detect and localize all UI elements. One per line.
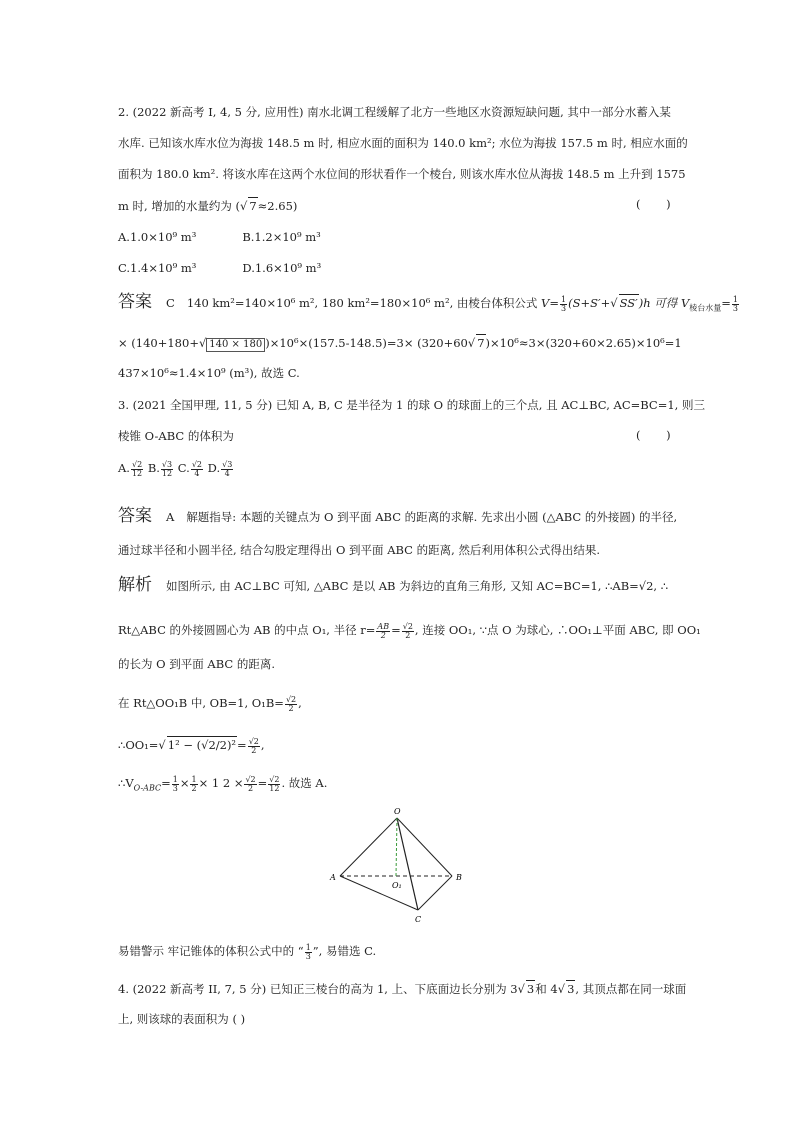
q2-option-d: D.1.6×10⁹ m³: [242, 261, 322, 275]
q3-answer-letter: A: [166, 510, 175, 524]
q3-analysis-line-6: [118, 775, 327, 793]
q2-answer-text-1: 140 km²=140×10⁶ m², 180 km²=180×10⁶ m², 由棱台体积公式: [186, 296, 538, 310]
q3-option-a-label: A.: [118, 461, 130, 475]
warning-line: [118, 943, 376, 961]
fraction-numerator: 1: [172, 774, 178, 784]
q3-analysis-fraction-oo1: [248, 738, 260, 755]
fraction-denominator: 2: [191, 783, 197, 793]
q3-analysis-sqrt-expr: 1² − (√2/2)²: [167, 738, 237, 752]
fraction-numerator: √3: [222, 459, 233, 469]
q4-line-1: 4. (2022 新高考 II, 7, 5 分) 已知正三棱台的高为 1, 上、下底面边长分别为 3√ 3和 4√ 3, 其顶点都在同一球面: [118, 982, 687, 996]
fraction-numerator: √2: [269, 774, 280, 784]
q2-line-2: 水库. 已知该水库水位为海拔 148.5 m 时, 相应水面的面积为 140.0 km²; 水位为海拔 157.5 m 时, 相应水面的: [118, 136, 688, 150]
q2-option-b: B.1.2×10⁹ m³: [242, 230, 321, 244]
q3-answer-line-1: [118, 508, 677, 525]
label-c: C: [415, 915, 422, 924]
fraction-denominator: 12: [131, 468, 143, 478]
q4-text-1c: 和 4: [535, 982, 558, 996]
label-o1: O₁: [392, 881, 402, 890]
q3-line-1: 3. (2021 全国甲理, 11, 5 分) 已知 A, B, C 是半径为 1 的球 O 的球面上的三个点, 且 AC⊥BC, AC=BC=1, 则三: [118, 398, 705, 412]
edge-ac: [340, 876, 418, 910]
fraction-denominator: 3: [732, 303, 738, 313]
fraction-denominator: 12: [269, 783, 280, 793]
q3-analysis-fraction-ab2: [376, 623, 390, 640]
q3-option-c-label: C.: [177, 461, 190, 475]
q4-text-1e: , 其顶点都在同一球面: [575, 982, 687, 996]
fraction-numerator: √3: [161, 459, 173, 469]
q2-answer-text-2b: )×10⁶×(157.5-148.5)=3× (320+60: [265, 336, 468, 350]
q3-analysis-line-4: [118, 695, 302, 713]
q3-analysis-eq-3: =: [161, 776, 171, 790]
q2-answer-fraction-third: [560, 296, 567, 313]
q2-answer-sqrt-ss: SS′: [619, 296, 638, 310]
fraction-denominator: 2: [288, 703, 294, 713]
q3-analysis-f4: [268, 776, 280, 793]
q3-analysis-comma: ,: [298, 696, 302, 710]
q2-answer-line-3: 437×10⁶≈1.4×10⁹ (m³), 故选 C.: [118, 366, 300, 380]
q3-analysis-eq-4: =: [257, 776, 268, 790]
warning-text-b: ”, 易错选 C.: [312, 944, 377, 958]
q2-options-row-1: [118, 229, 321, 245]
segment-oo1: [396, 818, 397, 876]
q3-analysis-line-1: [118, 577, 668, 594]
q2-options-row-2: [118, 260, 321, 276]
analysis-label: 解析: [118, 575, 152, 595]
q4-sqrt-3b: 3: [567, 982, 575, 996]
q3-line-2: 棱锥 O-ABC 的体积为: [118, 429, 234, 443]
fraction-numerator: √2: [131, 459, 143, 469]
q3-analysis-equals-2: =: [237, 738, 247, 752]
fraction-denominator: 12: [161, 468, 173, 478]
q3-analysis-text-2a: Rt△ABC 的外接圆圆心为 AB 的中点 O₁, 半径 r=: [118, 623, 376, 637]
label-a: A: [330, 873, 336, 882]
fraction-denominator: 3: [305, 951, 311, 961]
fraction-denominator: 2: [380, 630, 386, 640]
fraction-denominator: 4: [224, 468, 230, 478]
answer-label: 答案: [118, 506, 152, 526]
q2-answer-paren: ( ): [636, 197, 671, 211]
q2-option-c: C.1.4×10⁹ m³: [118, 261, 197, 275]
q3-option-d-label: D.: [207, 461, 221, 475]
q2-line-4-text: m 时, 增加的水量约为 (: [118, 199, 241, 213]
q3-options-row: [118, 460, 234, 478]
fraction-denominator: 2: [251, 745, 257, 755]
q2-answer-volume-symbol: V=: [541, 296, 559, 310]
q2-answer-formula-b: )h 可得 V: [638, 296, 690, 310]
fraction-numerator: 1: [191, 774, 197, 784]
q3-analysis-line-5: ∴OO₁=√ 1² − (√2/2)²= $\frac{√2}{2}$ ,: [118, 736, 265, 755]
q3-answer-text-1: 解题指导: 本题的关键点为 O 到平面 ABC 的距离的求解. 先求出小圆 (△ABC 的外接圆) 的半径,: [186, 510, 678, 524]
q4-text-1a: 4. (2022 新高考 II, 7, 5 分) 已知正三棱台的高为 1, 上、下底面边长分别为 3: [118, 982, 518, 996]
q2-line-4: m 时, 增加的水量约为 (√ 7≈2.65): [118, 199, 298, 213]
edge-bc: [418, 876, 452, 910]
q2-line-1: 2. (2022 新高考 I, 4, 5 分, 应用性) 南水北调工程缓解了北方一些地区水资源短缺问题, 其中一部分水蓄入某: [118, 105, 671, 119]
fraction-denominator: 2: [248, 783, 254, 793]
q3-analysis-times: ×: [179, 776, 190, 790]
fraction-numerator: √2: [245, 774, 256, 784]
q3-analysis-conclusion: . 故选 A.: [281, 776, 328, 790]
fraction-numerator: 1: [561, 294, 567, 304]
q2-sqrt-7: 7: [249, 199, 257, 213]
warning-fraction: [305, 944, 312, 961]
q3-analysis-line-2: [118, 622, 701, 640]
q2-answer-sqrt-7: 7: [477, 336, 485, 350]
edge-oa: [340, 818, 397, 876]
warning-text-a: 易错警示 牢记锥体的体积公式中的 “: [118, 944, 304, 958]
q3-analysis-line-3: 的长为 O 到平面 ABC 的距离.: [118, 657, 275, 671]
q3-analysis-text-5a: ∴OO₁=: [118, 738, 159, 752]
q3-option-c: [191, 461, 203, 478]
tetrahedron-figure: [318, 800, 478, 930]
q2-answer-text-2c: )×10⁶≈3×(320+60×2.65)×10⁶=1: [485, 336, 682, 350]
q3-option-b-label: B.: [147, 461, 160, 475]
q2-line-4-tail: ≈2.65): [257, 199, 298, 213]
q3-analysis-f1: [172, 776, 179, 793]
fraction-numerator: 1: [305, 942, 311, 952]
q3-answer-paren: ( ): [636, 428, 671, 442]
fraction-denominator: 4: [194, 468, 200, 478]
q3-analysis-volume-subscript: O-ABC: [133, 783, 162, 793]
fraction-numerator: AB: [377, 621, 390, 631]
q2-answer-fraction-third-2: [732, 296, 739, 313]
q3-analysis-fraction-root2-2: [402, 623, 414, 640]
fraction-numerator: √2: [248, 736, 259, 746]
edge-ob: [397, 818, 452, 876]
label-o: O: [394, 807, 401, 816]
q3-analysis-text-2c: , 连接 OO₁, ∵点 O 为球心, ∴OO₁⊥平面 ABC, 即 OO₁: [414, 623, 701, 637]
edge-oc: [397, 818, 418, 910]
q3-option-a: [131, 461, 143, 478]
q3-analysis-text-1: 如图所示, 由 AC⊥BC 可知, △ABC 是以 AB 为斜边的直角三角形, 又知 AC=BC=1, ∴AB=√2, ∴: [166, 579, 669, 593]
q2-answer-sqrt-box: 140 × 180: [206, 338, 265, 352]
fraction-numerator: √2: [285, 694, 297, 704]
fraction-numerator: √2: [402, 621, 413, 631]
fraction-numerator: √2: [191, 459, 202, 469]
q3-analysis-fraction-o1b: [285, 696, 297, 713]
q3-answer-line-2: 通过球半径和小圆半径, 结合勾股定理得出 O 到平面 ABC 的距离, 然后利用体积公式得出结果.: [118, 543, 601, 557]
fraction-numerator: 1: [732, 294, 738, 304]
q2-answer-letter: C: [166, 296, 175, 310]
q3-option-d: [221, 461, 233, 478]
fraction-denominator: 2: [405, 630, 411, 640]
fraction-denominator: 3: [561, 303, 567, 313]
q2-option-a: A.1.0×10⁹ m³: [118, 230, 197, 244]
q2-answer-text-2a: × (140+180+: [118, 336, 199, 350]
q4-sqrt-3a: 3: [526, 982, 535, 996]
label-b: B: [456, 873, 462, 882]
answer-label: 答案: [118, 292, 152, 312]
q3-analysis-text-4a: 在 Rt△OO₁B 中, OB=1, O₁B=: [118, 696, 284, 710]
q3-analysis-f3: [244, 776, 256, 793]
q4-line-2: 上, 则该球的表面积为 ( ): [118, 1012, 246, 1026]
q3-analysis-volume: ∴V: [118, 776, 134, 790]
q2-answer-subscript: 棱台水量: [689, 303, 722, 313]
q2-answer-line-2: × (140+180+√ 140 × 180 )×10⁶×(157.5-148.5)=3× (320+60√ 7)×10⁶≈3×(320+60×2.65)×10⁶=1: [118, 336, 682, 350]
q3-analysis-equals: =: [391, 623, 401, 637]
fraction-denominator: 3: [172, 783, 178, 793]
q2-line-3: 面积为 180.0 km². 将该水库在这两个水位间的形状看作一个棱台, 则该水库水位从海拔 148.5 m 上升到 1575: [118, 167, 686, 181]
q2-answer-line-1: 答案 C 140 km²=140×10⁶ m², 180 km²=180×10⁶ m², 由棱台体积公式 V= $\frac{1}{3}$ (S+S′+√ SS′)h 可得 $V_{棱台水量}=$ $\frac{1}{3}$: [118, 292, 738, 313]
q2-answer-formula-a: (S+S′+: [568, 296, 611, 310]
q3-option-b: [161, 461, 173, 478]
q3-analysis-times-2: × 1 2 ×: [198, 776, 244, 790]
q2-answer-equals: =: [721, 296, 731, 310]
q3-analysis-f2: [190, 776, 197, 793]
q3-analysis-comma-2: ,: [260, 738, 265, 752]
